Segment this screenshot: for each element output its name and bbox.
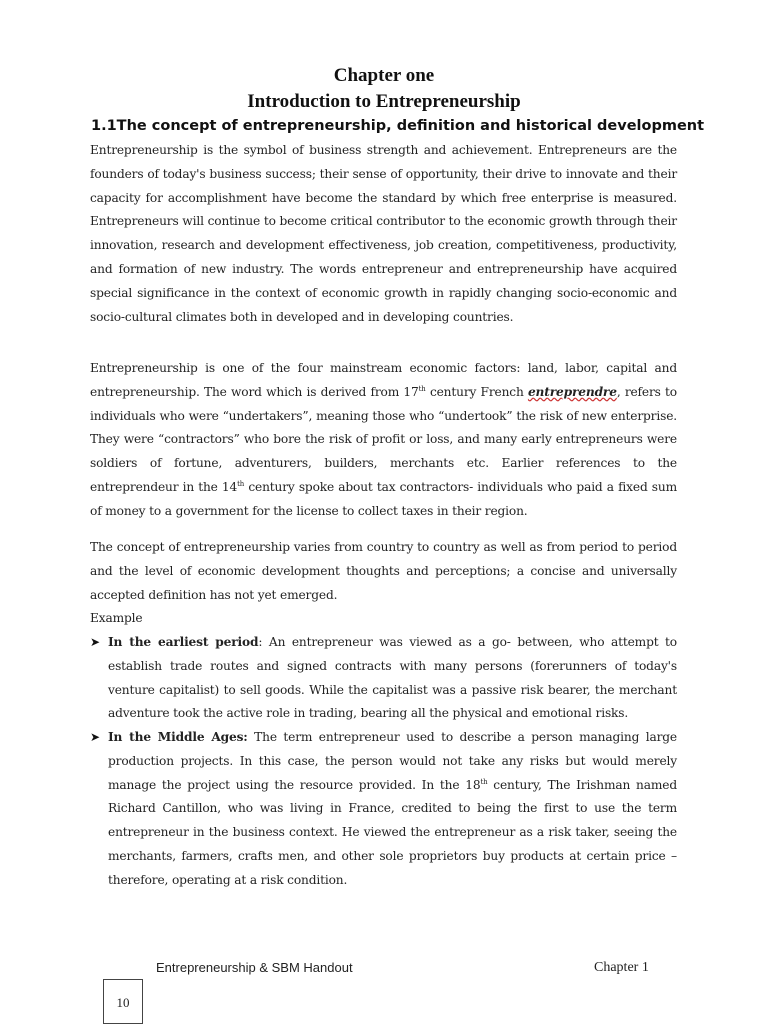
arrow-bullet-icon: ➤	[90, 635, 100, 649]
bullet-text	[108, 726, 677, 893]
bullet-body: : An entrepreneur was viewed as a go- between, who attempt to establish trade routes and signed contracts with many persons (forerunners of today's venture capitalist) to sell goods. While the capitalist was a passive risk bearer, the merchant adventure took the active role in trading, bearing all the physical and emotional risks.	[108, 635, 677, 721]
bullet-body-b: century, The Irishman named Richard Cantillon, who was living in France, credited to being the first to use the term entrepreneur in the business context. He viewed the entrepreneur as a risk taker, seeing the merchants, farmers, crafts men, and other sole proprietors buy products at certain price – therefore, operating at a risk condition.	[108, 777, 677, 887]
chapter-label: Chapter one	[333, 65, 435, 86]
paragraph-2-text-d: century spoke about tax contractors- individuals who paid a fixed sum of money to a government for the license to collect taxes in their region.	[90, 479, 678, 518]
bullet-term: In the Middle Ages:	[108, 730, 248, 744]
superscript-th: th	[418, 384, 426, 393]
page-number: 10	[103, 979, 143, 1024]
paragraph-2	[90, 357, 677, 524]
superscript-th: th	[237, 479, 245, 488]
example-label: Example	[90, 611, 143, 625]
bullet-text	[108, 631, 677, 726]
bullet-earliest-period	[90, 631, 677, 726]
footer-handout-title: Entrepreneurship & SBM Handout	[156, 960, 353, 975]
bullet-body-a: The term entrepreneur used to describe a person managing large production projects. In this case, the person would not take any risks but would merely manage the project using the resource provided. In the 18	[108, 730, 677, 792]
bullet-middle-ages	[90, 726, 677, 893]
paragraph-3: The concept of entrepreneurship varies from country to country as well as from period to period and the level of economic development thoughts and perceptions; a concise and universally accepted definition has not yet emerged.	[90, 540, 677, 602]
paragraph-2-text-c: , refers to individuals who were “undertakers”, meaning those who “undertook” the risk of new enterprise. They were “contractors” who bore the risk of profit or loss, and many early entrepreneurs were soldiers of fortune, adventurers, builders, merchants etc. Earlier references to the entreprendeur in the 14	[90, 384, 677, 494]
superscript-th: th	[480, 777, 488, 786]
paragraph-2-text-a: Entrepreneurship is one of the four mainstream economic factors: land, labor, capital and entrepreneurship. The word which is derived from 17	[90, 361, 677, 399]
footer-chapter: Chapter 1	[594, 960, 649, 975]
arrow-bullet-icon: ➤	[90, 730, 100, 744]
chapter-title: Introduction to Entrepreneurship	[247, 91, 521, 112]
paragraph-1: Entrepreneurship is the symbol of business strength and achievement. Entrepreneurs are the founders of today's business success; their sense of opportunity, their drive to innovate and their capacity for accomplishment have become the standard by which free enterprise is measured. Entrepreneurs will continue to become critical contributor to the economic growth through their innovation, research and development effectiveness, job creation, competitiveness, productivity, and formation of new industry. The words entrepreneur and entrepreneurship have acquired special significance in the context of economic growth in rapidly changing socio-economic and socio-cultural climates both in developed and in developing countries.	[90, 143, 677, 324]
french-word: entreprendre	[527, 384, 617, 399]
paragraph-2-text-b: century French	[425, 384, 528, 399]
section-heading: 1.1The concept of entrepreneurship, definition and historical development	[91, 118, 705, 134]
bullet-term: In the earliest period	[108, 635, 259, 649]
